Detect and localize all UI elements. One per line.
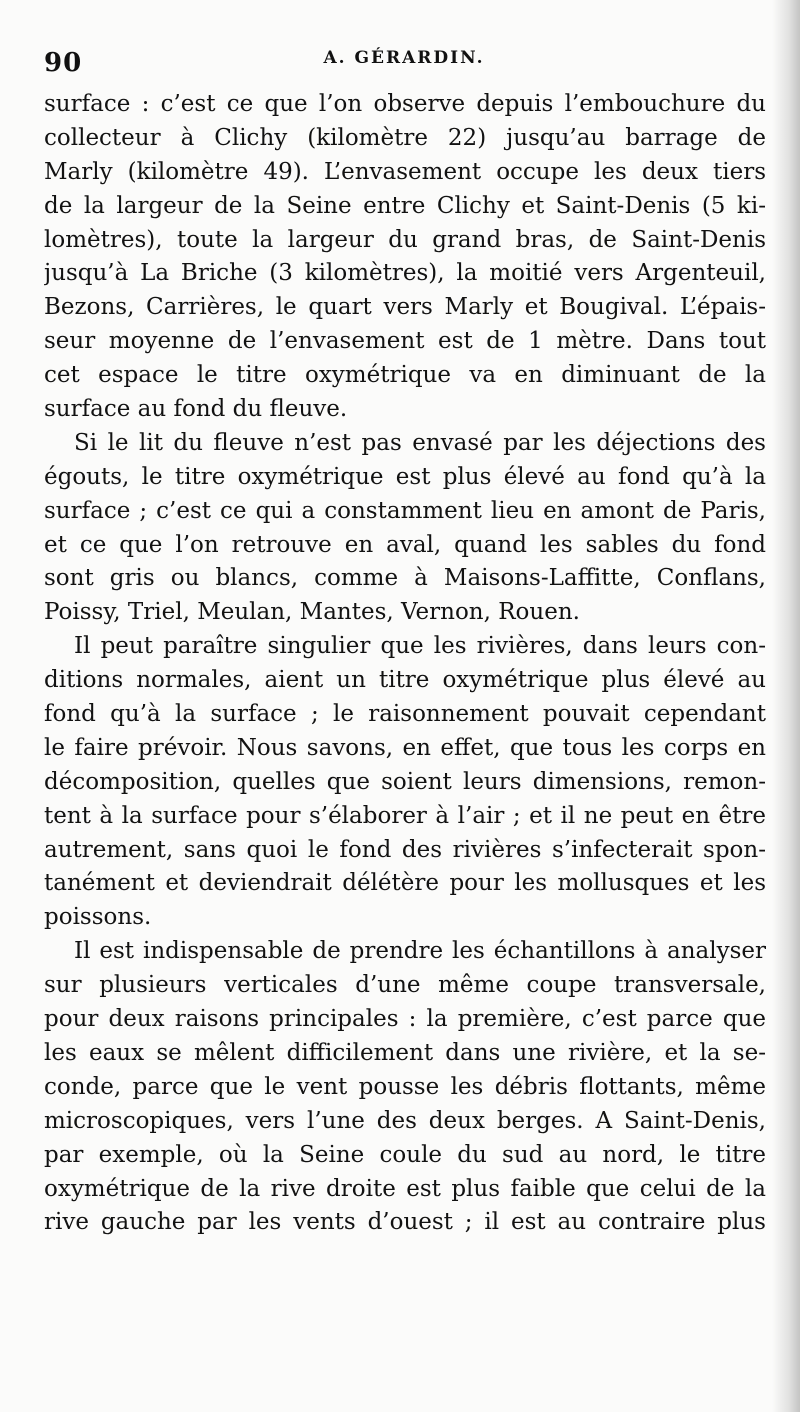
paragraph <box>44 630 766 935</box>
text-line: tanément et deviendrait délétère pour les mollusques et les <box>44 870 766 897</box>
text-line: conde, parce que le vent pousse les débris flottants, même <box>44 1073 766 1100</box>
text-line: cet espace le titre oxymétrique va en diminuant de la <box>44 362 766 389</box>
text-line: lomètres), toute la largeur du grand bras, de Saint-Denis <box>44 226 766 253</box>
text-line: jusqu’à La Briche (3 kilomètres), la moitié vers Argenteuil, <box>44 260 766 287</box>
page-number: 90 <box>44 48 83 78</box>
text-line: de la largeur de la Seine entre Clichy et Saint-Denis (5 ki- <box>44 192 766 219</box>
text-line: sur plusieurs verticales d’une même coupe transversale, <box>44 972 766 999</box>
text-line: Si le lit du fleuve n’est pas envasé par les déjections des <box>74 429 766 456</box>
text-line: égouts, le titre oxymétrique est plus élevé au fond qu’à la <box>44 463 766 490</box>
text-line: fond qu’à la surface ; le raisonnement pouvait cependant <box>44 701 766 728</box>
text-line: pour deux raisons principales : la première, c’est parce que <box>44 1006 766 1033</box>
paragraph <box>44 935 766 1240</box>
text-line: décomposition, quelles que soient leurs dimensions, remon- <box>44 768 766 795</box>
text-line: tent à la surface pour s’élaborer à l’air ; et il ne peut en être <box>44 802 766 829</box>
text-line: ditions normales, aient un titre oxymétrique plus élevé au <box>44 667 766 694</box>
text-line: seur moyenne de l’envasement est de 1 mètre. Dans tout <box>44 328 766 355</box>
text-line: Il peut paraître singulier que les rivières, dans leurs con- <box>74 633 766 660</box>
body-text <box>44 88 766 1240</box>
text-line: Poissy, Triel, Meulan, Mantes, Vernon, Rouen. <box>44 599 580 626</box>
text-line: les eaux se mêlent difficilement dans une rivière, et la se- <box>44 1039 766 1066</box>
text-line: surface : c’est ce que l’on observe depuis l’embouchure du <box>44 91 766 117</box>
text-line: par exemple, où la Seine coule du sud au nord, le titre <box>44 1141 766 1168</box>
text-line: rive gauche par les vents d’ouest ; il est au contraire plus <box>44 1209 766 1236</box>
running-head: A. GÉRARDIN. <box>323 48 485 68</box>
binding-shadow <box>772 0 800 1412</box>
text-line: et ce que l’on retrouve en aval, quand les sables du fond <box>44 531 766 558</box>
paragraph <box>44 427 766 630</box>
text-line: surface ; c’est ce qui a constamment lieu en amont de Paris, <box>44 497 766 524</box>
text-line: Il est indispensable de prendre les échantillons à analyser <box>74 938 766 965</box>
paragraph <box>44 88 766 427</box>
text-line: le faire prévoir. Nous savons, en effet, que tous les corps en <box>44 734 766 761</box>
page-header <box>44 40 764 84</box>
text-line: poissons. <box>44 904 152 931</box>
text-line: Marly (kilomètre 49). L’envasement occupe les deux tiers <box>44 158 766 185</box>
text-line: Bezons, Carrières, le quart vers Marly et Bougival. L’épais- <box>44 294 766 321</box>
text-line: autrement, sans quoi le fond des rivières s’infecterait spon- <box>44 836 766 863</box>
text-line: surface au fond du fleuve. <box>44 396 348 423</box>
text-line: collecteur à Clichy (kilomètre 22) jusqu’au barrage de <box>44 124 766 151</box>
text-line: microscopiques, vers l’une des deux berges. A Saint-Denis, <box>44 1107 766 1134</box>
text-line: sont gris ou blancs, comme à Maisons-Laffitte, Conflans, <box>44 565 766 592</box>
text-line: oxymétrique de la rive droite est plus faible que celui de la <box>44 1175 766 1202</box>
